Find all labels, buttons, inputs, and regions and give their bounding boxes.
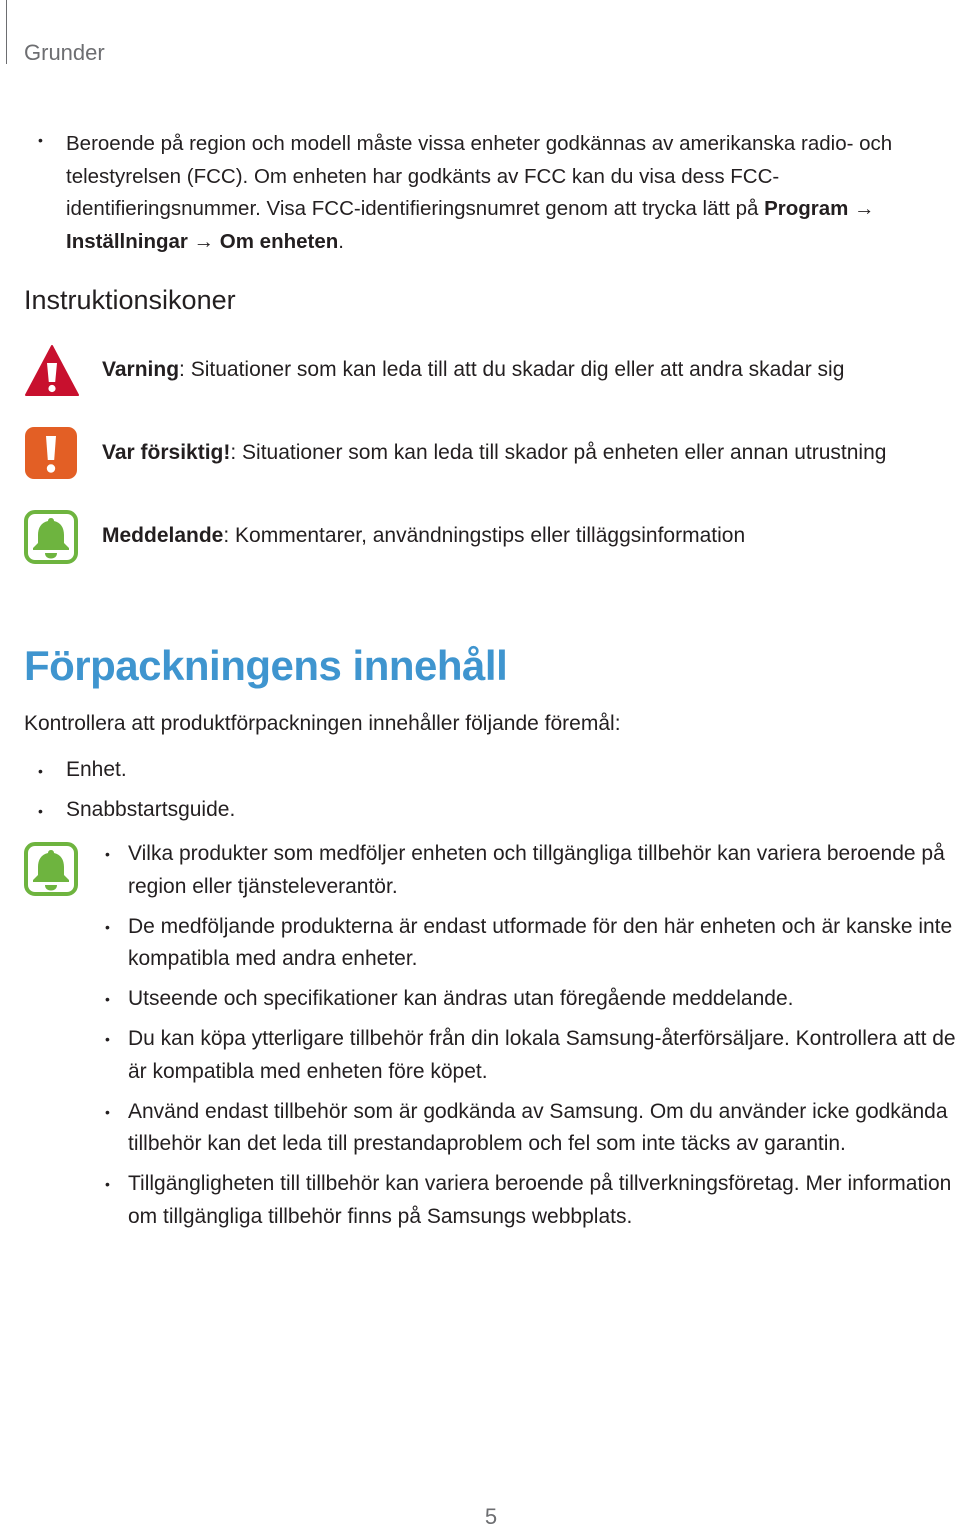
icon-label: Varning: [102, 358, 180, 381]
icon-text: : Situationer som kan leda till att du skadar dig eller att andra skadar sig: [179, 358, 845, 381]
note-bell-icon: [24, 842, 80, 898]
arrow: →: [187, 229, 220, 253]
list-item: Enhet.: [66, 758, 127, 781]
icon-label: Meddelande: [102, 524, 224, 547]
note-list: [128, 838, 958, 1241]
fcc-text: Beroende på region och modell måste vissa enheter godkännas av amerikanska radio- och telestyrelsen (FCC). Om enheten har godkänts av FCC kan du visa dess FCC-identifieringsnummer. Visa FCC-identifieringsnumret genom att trycka lätt på: [66, 132, 893, 220]
running-head: Grunder: [24, 40, 105, 65]
bullet-dot: •: [38, 132, 43, 148]
note-bell-icon: [24, 510, 80, 566]
warning-triangle-icon: [24, 343, 80, 399]
note-item: • Använd endast tillbehör som är godkända av Samsung. Om du använder icke godkända tillbehör kan det leda till prestandaproblem och fel som inte täcks av garantin.: [128, 1096, 958, 1161]
icon-row-note: [24, 510, 934, 566]
arrow: →: [848, 197, 875, 220]
list-item: Snabbstartsguide.: [66, 798, 236, 821]
icon-description: [102, 441, 886, 465]
menu-path-program: Program: [764, 197, 849, 220]
icon-description: [102, 524, 745, 548]
section-heading-instruction-icons: Instruktionsikoner: [24, 285, 236, 315]
icon-text: : Situationer som kan leda till skador på enheten eller annan utrustning: [230, 441, 887, 464]
note-item: • De medföljande produkterna är endast utformade för den här enheten och är kanske inte kompatibla med andra enheter.: [128, 911, 958, 976]
icon-label: Var försiktig!: [102, 441, 231, 464]
icon-text: : Kommentarer, användningstips eller tilläggsinformation: [223, 524, 746, 547]
note-item: • Utseende och specifikationer kan ändras utan föregående meddelande.: [128, 983, 958, 1016]
note-item: • Tillgängligheten till tillbehör kan variera beroende på tillverkningsföretag. Mer information om tillgängliga tillbehör finns på Samsungs webbplats.: [128, 1168, 958, 1233]
bullet-dot: •: [38, 803, 43, 819]
icon-description: [102, 358, 844, 382]
page-number: 5: [484, 1504, 498, 1529]
icon-row-warning: [24, 343, 934, 399]
fcc-paragraph: [66, 128, 926, 258]
menu-path-about: Om enheten: [219, 229, 339, 253]
icon-row-caution: [24, 426, 934, 482]
package-intro: Kontrollera att produktförpackningen innehåller följande föremål:: [24, 712, 621, 735]
margin-rule: [6, 0, 7, 64]
note-item: • Du kan köpa ytterligare tillbehör från din lokala Samsung-återförsäljare. Kontrollera att de är kompatibla med enheten före köpet.: [128, 1023, 958, 1088]
note-item: • Vilka produkter som medföljer enheten och tillgängliga tillbehör kan variera beroende på region eller tjänsteleverantör.: [128, 838, 958, 903]
menu-path-settings: Inställningar: [66, 229, 188, 253]
caution-exclamation-icon: [24, 426, 80, 482]
bullet-dot: •: [38, 763, 43, 779]
fcc-text-end: .: [338, 229, 344, 253]
section-title-package-contents: Förpackningens innehåll: [24, 642, 508, 689]
